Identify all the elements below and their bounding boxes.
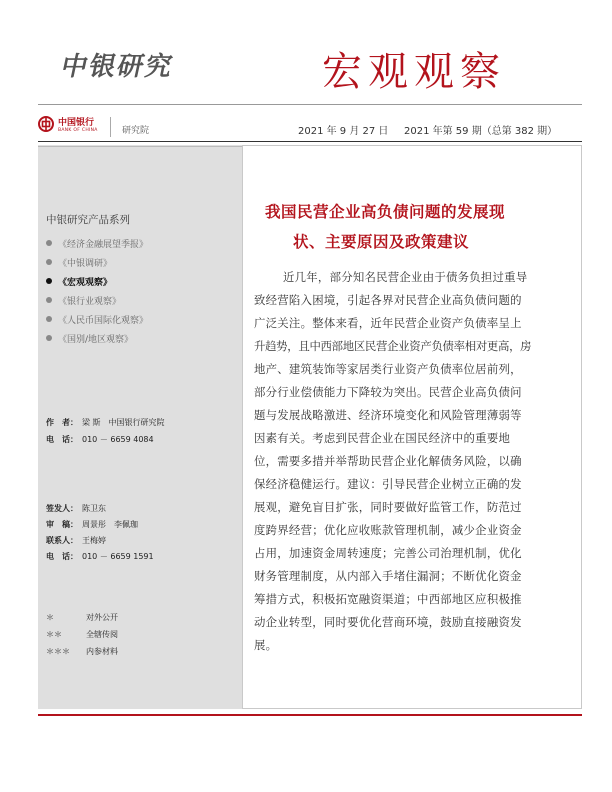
author-value: 梁 斯 中国银行研究院 — [82, 418, 165, 427]
abstract-line: 致经营陷入困境，引起各界对民营企业高负债问题的 — [254, 293, 522, 307]
signer-info — [46, 503, 106, 514]
abstract-line: 题与发展战略激进、经济环境变化和风险管理薄弱等 — [254, 408, 522, 422]
series-item[interactable] — [46, 237, 148, 250]
series-item-label: 《人民币国际化观察》 — [58, 316, 149, 326]
contact-info — [46, 535, 106, 546]
abstract-line: 部分行业偿债能力下降较为突出。民营企业高负债问 — [254, 385, 522, 399]
confidentiality-label: 对外公开 — [86, 613, 118, 622]
abstract-line: 财务管理制度，从内部入手堵住漏洞；不断优化资金 — [254, 569, 522, 583]
issue-number: 2021 年第 59 期（总第 382 期） — [404, 126, 558, 137]
contact-label: 联系人： — [46, 536, 78, 545]
series-item-label: 《银行业观察》 — [58, 297, 122, 307]
bank-name-en: BANK OF CHINA — [58, 128, 98, 133]
signer-value: 陈卫东 — [82, 504, 106, 513]
bullet-icon — [46, 297, 52, 303]
reviewer-info — [46, 519, 138, 530]
bullet-icon — [46, 240, 52, 246]
series-item-label: 《经济金融展望季报》 — [58, 240, 149, 250]
confidentiality-label: 全辖传阅 — [86, 630, 118, 639]
abstract-line: 升趋势，且中西部地区民营企业资产负债率相对更高，房 — [254, 339, 532, 353]
logo-separator — [110, 117, 111, 137]
abstract-line: 展。 — [254, 638, 278, 652]
publication-title: 宏观观察 — [322, 49, 506, 95]
bullet-icon — [46, 278, 52, 284]
confidentiality-stars: ＊ — [46, 613, 54, 622]
abstract-line: 广泛关注。整体来看，近年民营企业资产负债率呈上 — [254, 316, 522, 330]
series-item-label: 《国别/地区观察》 — [58, 335, 134, 345]
series-item-label: 《宏观观察》 — [58, 278, 113, 288]
contact-phone-label: 电 话： — [46, 552, 78, 561]
abstract-line: 因素有关。考虑到民营企业在国民经济中的重要地 — [254, 431, 511, 445]
abstract-line: 地产、建筑装饰等家居类行业资产负债率位居前列， — [254, 362, 522, 376]
brand-calligraphy-logo: 中银研究 — [58, 52, 177, 82]
series-item-label: 《中银调研》 — [58, 259, 113, 269]
series-item[interactable] — [46, 332, 133, 345]
bullet-icon — [46, 335, 52, 341]
article-headline-line1: 我国民营企业高负债问题的发展现 — [265, 203, 506, 221]
institute-label: 研究院 — [122, 126, 150, 136]
contact-phone-value: 010 － 6659 1591 — [82, 552, 154, 561]
reviewer-value: 周景彤 李佩珈 — [82, 520, 138, 529]
author-phone-info — [46, 434, 154, 445]
confidentiality-stars: ＊＊＊ — [46, 647, 70, 656]
sidebar-top-line — [38, 146, 242, 147]
author-info — [46, 417, 165, 428]
series-heading: 中银研究产品系列 — [46, 214, 130, 226]
author-phone-value: 010 － 6659 4084 — [82, 435, 154, 444]
confidentiality-label: 内参材料 — [86, 647, 118, 656]
bullet-icon — [46, 316, 52, 322]
header-bottom-rule — [38, 141, 582, 142]
abstract-line: 保经济稳健运行。建议：引导民营企业树立正确的发 — [254, 477, 522, 491]
abstract-line: 展观，避免盲目扩张，同时要做好监管工作，防范过 — [254, 500, 522, 514]
bullet-icon — [46, 259, 52, 265]
abstract-line: 位，需要多措并举帮助民营企业化解债务风险，以确 — [254, 454, 522, 468]
contact-phone-info — [46, 551, 154, 562]
series-item[interactable] — [46, 294, 121, 307]
series-item[interactable] — [46, 256, 112, 269]
author-label: 作 者： — [46, 418, 78, 427]
author-phone-label: 电 话： — [46, 435, 78, 444]
contact-value: 王梅婷 — [82, 536, 106, 545]
confidentiality-stars: ＊＊ — [46, 630, 62, 639]
abstract-line: 度跨界经营；优化应收账款管理机制，减少企业资金 — [254, 523, 522, 537]
bank-name-cn: 中国银行 — [58, 118, 95, 128]
series-item[interactable] — [46, 313, 148, 326]
header-divider — [38, 104, 582, 105]
signer-label: 签发人： — [46, 504, 78, 513]
abstract-line: 近几年，部分知名民营企业由于债务负担过重导 — [283, 270, 528, 284]
bank-of-china-logo-icon — [38, 116, 54, 132]
reviewer-label: 审 稿： — [46, 520, 78, 529]
abstract-line: 动企业转型，同时要优化营商环境，鼓励直接融资发 — [254, 615, 522, 629]
abstract-line: 占用，加速资金周转速度；完善公司治理机制，优化 — [254, 546, 522, 560]
article-headline-line2: 状、主要原因及政策建议 — [293, 233, 470, 251]
footer-accent-rule — [38, 714, 582, 716]
abstract-line: 筹措方式，积极拓宽融资渠道；中西部地区应积极推 — [254, 592, 522, 606]
publication-date: 2021 年 9 月 27 日 — [298, 126, 389, 137]
series-item-active[interactable] — [46, 275, 112, 288]
